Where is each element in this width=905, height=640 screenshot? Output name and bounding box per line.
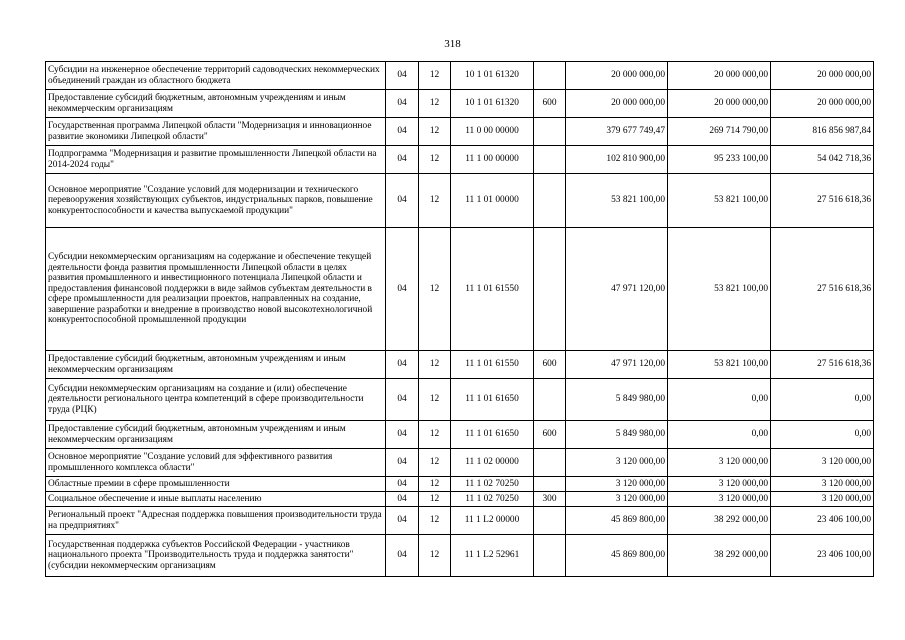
amount-year-2: 53 821 100,00 — [668, 351, 771, 379]
amount-year-1: 379 677 749,47 — [566, 118, 668, 146]
amount-year-2: 95 233 100,00 — [668, 146, 771, 174]
amount-year-3: 23 406 100,00 — [771, 535, 874, 577]
amount-year-1: 47 971 120,00 — [566, 228, 668, 351]
subsection-code: 12 — [419, 507, 451, 535]
amount-year-1: 3 120 000,00 — [566, 477, 668, 492]
table-row — [46, 351, 874, 379]
target-article-code: 10 1 01 61320 — [451, 62, 534, 90]
table-row — [46, 174, 874, 228]
amount-year-3: 27 516 618,36 — [771, 351, 874, 379]
section-code: 04 — [386, 228, 419, 351]
expense-type-code — [534, 449, 566, 477]
row-name: Основное мероприятие "Создание условий для эффективного развития промышленного комплекса области" — [46, 449, 386, 477]
table-row — [46, 379, 874, 421]
section-code: 04 — [386, 90, 419, 118]
subsection-code: 12 — [419, 477, 451, 492]
amount-year-1: 45 869 800,00 — [566, 535, 668, 577]
amount-year-1: 102 810 900,00 — [566, 146, 668, 174]
expense-type-code — [534, 118, 566, 146]
table-row — [46, 146, 874, 174]
subsection-code: 12 — [419, 421, 451, 449]
target-article-code: 11 1 00 00000 — [451, 146, 534, 174]
expense-type-code — [534, 146, 566, 174]
amount-year-3: 0,00 — [771, 379, 874, 421]
subsection-code: 12 — [419, 492, 451, 507]
amount-year-1: 5 849 980,00 — [566, 421, 668, 449]
row-name: Региональный проект "Адресная поддержка повышения производительности труда на предприятиях" — [46, 507, 386, 535]
expense-type-code: 600 — [534, 90, 566, 118]
amount-year-2: 38 292 000,00 — [668, 507, 771, 535]
target-article-code: 11 1 02 00000 — [451, 449, 534, 477]
amount-year-1: 20 000 000,00 — [566, 90, 668, 118]
table-row — [46, 118, 874, 146]
row-name: Областные премии в сфере промышленности — [46, 477, 386, 492]
amount-year-2: 20 000 000,00 — [668, 90, 771, 118]
table-row — [46, 90, 874, 118]
amount-year-1: 53 821 100,00 — [566, 174, 668, 228]
target-article-code: 11 1 01 61650 — [451, 379, 534, 421]
subsection-code: 12 — [419, 62, 451, 90]
target-article-code: 11 1 01 00000 — [451, 174, 534, 228]
section-code: 04 — [386, 174, 419, 228]
amount-year-1: 3 120 000,00 — [566, 449, 668, 477]
subsection-code: 12 — [419, 90, 451, 118]
target-article-code: 11 1 01 61550 — [451, 228, 534, 351]
row-name: Субсидии некоммерческим организациям на содержание и обеспечение текущей деятельности фонда развития промышленности Липецкой области в целях развития промышленного и инвестиционного потенциала Липецкой области и предоставления финансовой поддержки в виде займов субъектам деятельности в сфере промышленности для реализации проектов, направленных на создание, завершение разработки и внедрение в производство новой высокотехнологичной конкурентоспособной промышленной продукции — [46, 228, 386, 351]
section-code: 04 — [386, 449, 419, 477]
section-code: 04 — [386, 146, 419, 174]
row-name: Предоставление субсидий бюджетным, автономным учреждениям и иным некоммерческим организациям — [46, 90, 386, 118]
expense-type-code: 600 — [534, 351, 566, 379]
amount-year-1: 3 120 000,00 — [566, 492, 668, 507]
section-code: 04 — [386, 62, 419, 90]
target-article-code: 11 1 L2 00000 — [451, 507, 534, 535]
subsection-code: 12 — [419, 535, 451, 577]
subsection-code: 12 — [419, 174, 451, 228]
section-code: 04 — [386, 492, 419, 507]
row-name: Предоставление субсидий бюджетным, автономным учреждениям и иным некоммерческим организациям — [46, 421, 386, 449]
page-number: 318 — [444, 38, 461, 50]
amount-year-3: 54 042 718,36 — [771, 146, 874, 174]
amount-year-2: 0,00 — [668, 379, 771, 421]
table-row — [46, 421, 874, 449]
row-name: Основное мероприятие "Создание условий для модернизации и технического перевооружения хозяйствующих субъектов, индустриальных парков, повышение конкурентоспособности и качества выпускаемой продукции" — [46, 174, 386, 228]
amount-year-3: 23 406 100,00 — [771, 507, 874, 535]
row-name: Субсидии на инженерное обеспечение территорий садоводческих некоммерческих объединений граждан из областного бюджета — [46, 62, 386, 90]
amount-year-3: 27 516 618,36 — [771, 174, 874, 228]
amount-year-2: 38 292 000,00 — [668, 535, 771, 577]
amount-year-2: 53 821 100,00 — [668, 174, 771, 228]
amount-year-2: 3 120 000,00 — [668, 492, 771, 507]
row-name: Государственная поддержка субъектов Российской Федерации - участников национального проекта "Производительность труда и поддержка занятости" (субсидии некоммерческим организациям — [46, 535, 386, 577]
expense-type-code — [534, 62, 566, 90]
amount-year-3: 3 120 000,00 — [771, 449, 874, 477]
amount-year-2: 269 714 790,00 — [668, 118, 771, 146]
amount-year-3: 3 120 000,00 — [771, 492, 874, 507]
target-article-code: 11 1 02 70250 — [451, 477, 534, 492]
table-row — [46, 535, 874, 577]
expense-type-code: 600 — [534, 421, 566, 449]
table-row — [46, 228, 874, 351]
target-article-code: 11 1 01 61550 — [451, 351, 534, 379]
section-code: 04 — [386, 379, 419, 421]
subsection-code: 12 — [419, 118, 451, 146]
amount-year-3: 3 120 000,00 — [771, 477, 874, 492]
target-article-code: 11 1 01 61650 — [451, 421, 534, 449]
section-code: 04 — [386, 507, 419, 535]
subsection-code: 12 — [419, 449, 451, 477]
row-name: Социальное обеспечение и иные выплаты населению — [46, 492, 386, 507]
amount-year-1: 20 000 000,00 — [566, 62, 668, 90]
section-code: 04 — [386, 421, 419, 449]
amount-year-2: 3 120 000,00 — [668, 449, 771, 477]
row-name: Субсидии некоммерческим организациям на создание и (или) обеспечение деятельности регионального центра компетенций в сфере производительности труда (РЦК) — [46, 379, 386, 421]
section-code: 04 — [386, 351, 419, 379]
amount-year-2: 3 120 000,00 — [668, 477, 771, 492]
target-article-code: 11 1 L2 52961 — [451, 535, 534, 577]
amount-year-3: 20 000 000,00 — [771, 90, 874, 118]
budget-table — [45, 61, 874, 577]
expense-type-code — [534, 507, 566, 535]
section-code: 04 — [386, 535, 419, 577]
row-name: Предоставление субсидий бюджетным, автономным учреждениям и иным некоммерческим организациям — [46, 351, 386, 379]
amount-year-1: 47 971 120,00 — [566, 351, 668, 379]
subsection-code: 12 — [419, 351, 451, 379]
amount-year-3: 816 856 987,84 — [771, 118, 874, 146]
amount-year-2: 53 821 100,00 — [668, 228, 771, 351]
amount-year-2: 20 000 000,00 — [668, 62, 771, 90]
table-row — [46, 62, 874, 90]
table-row — [46, 492, 874, 507]
amount-year-3: 20 000 000,00 — [771, 62, 874, 90]
expense-type-code — [534, 228, 566, 351]
target-article-code: 10 1 01 61320 — [451, 90, 534, 118]
row-name: Государственная программа Липецкой области "Модернизация и инновационное развитие экономики Липецкой области" — [46, 118, 386, 146]
table-row — [46, 449, 874, 477]
target-article-code: 11 0 00 00000 — [451, 118, 534, 146]
target-article-code: 11 1 02 70250 — [451, 492, 534, 507]
subsection-code: 12 — [419, 146, 451, 174]
row-name: Подпрограмма "Модернизация и развитие промышленности Липецкой области на 2014-2024 годы" — [46, 146, 386, 174]
expense-type-code — [534, 535, 566, 577]
expense-type-code — [534, 174, 566, 228]
expense-type-code — [534, 379, 566, 421]
table-row — [46, 507, 874, 535]
table-row — [46, 477, 874, 492]
expense-type-code — [534, 477, 566, 492]
amount-year-1: 45 869 800,00 — [566, 507, 668, 535]
amount-year-2: 0,00 — [668, 421, 771, 449]
amount-year-3: 27 516 618,36 — [771, 228, 874, 351]
amount-year-3: 0,00 — [771, 421, 874, 449]
section-code: 04 — [386, 118, 419, 146]
subsection-code: 12 — [419, 228, 451, 351]
amount-year-1: 5 849 980,00 — [566, 379, 668, 421]
expense-type-code: 300 — [534, 492, 566, 507]
subsection-code: 12 — [419, 379, 451, 421]
section-code: 04 — [386, 477, 419, 492]
